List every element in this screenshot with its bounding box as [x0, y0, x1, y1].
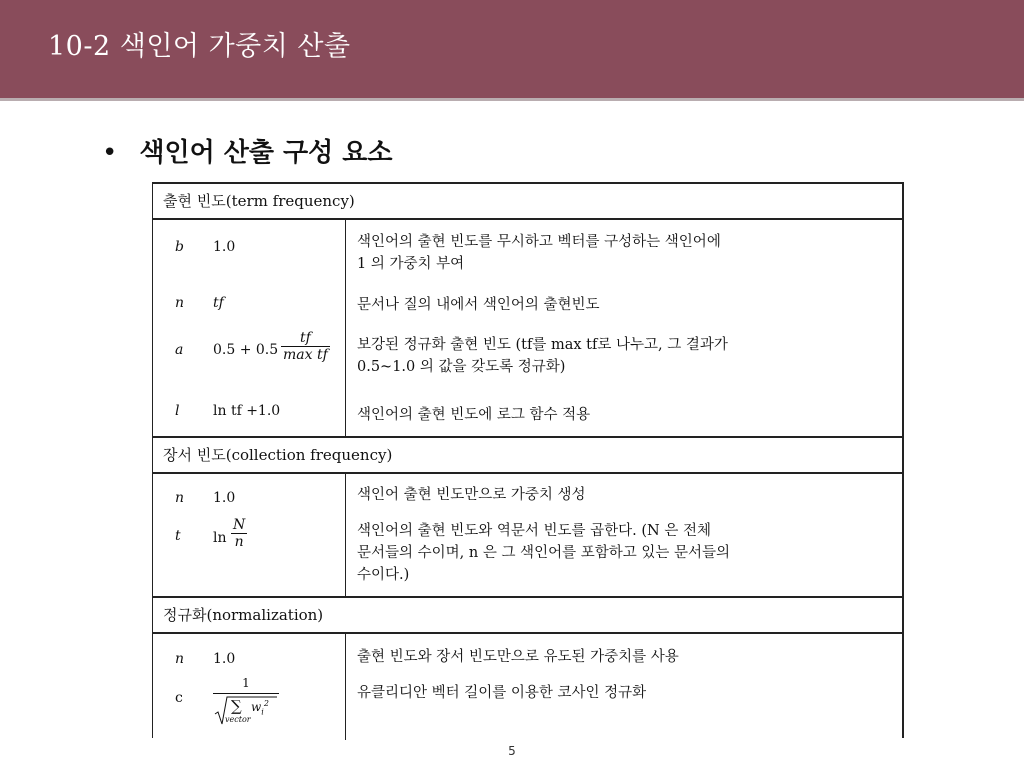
bullet-icon: •	[102, 138, 118, 168]
row-description	[357, 520, 877, 586]
description-line: 출현 빈도와 장서 빈도만으로 유도된 가중치를 사용	[357, 649, 679, 665]
fraction-denominator: max tf	[283, 347, 328, 363]
row-formula: tf	[213, 295, 224, 311]
bullet-text: 색인어 산출 구성 요소	[139, 138, 393, 168]
description-line: 수이다.)	[357, 567, 410, 583]
row-formula: ln tf +1.0	[213, 403, 281, 419]
description-line: 유클리디안 벡터 길이를 이용한 코사인 정규화	[357, 685, 647, 701]
sum-variable	[251, 699, 269, 716]
description-line: 색인어의 출현 빈도에 로그 함수 적용	[357, 407, 591, 423]
row-symbol: c	[175, 690, 183, 706]
row-formula: 1.0	[213, 490, 236, 506]
subscript-i: i	[261, 707, 264, 717]
row-description	[357, 646, 877, 668]
row-formula-prefix: 0.5 + 0.5	[213, 342, 279, 358]
description-line: 색인어의 출현 빈도를 무시하고 벡터를 구성하는 색인어에	[357, 234, 721, 250]
section-header-collection-frequency: 장서 빈도(collection frequency)	[153, 436, 903, 474]
slide-title: 10-2 색인어 가중치 산출	[48, 31, 351, 62]
sum-symbol: ∑	[231, 697, 242, 715]
description-line: 0.5~1.0 의 값을 갖도록 정규화)	[357, 359, 566, 375]
row-symbol: a	[175, 342, 184, 358]
description-line: 1 의 가중치 부여	[357, 256, 465, 272]
superscript-2: 2	[263, 699, 269, 708]
row-formula: 1.0	[213, 651, 236, 667]
sum-under: vector	[225, 715, 251, 724]
row-description	[357, 294, 877, 316]
row-description	[357, 682, 877, 704]
row-symbol: n	[175, 295, 185, 311]
column-divider	[345, 634, 346, 740]
page-number: 5	[508, 744, 516, 758]
row-symbol: t	[175, 528, 181, 544]
row-symbol: l	[175, 403, 180, 419]
description-line: 색인어 출현 빈도만으로 가중치 생성	[357, 487, 586, 503]
variable-w: w	[251, 700, 262, 714]
row-description	[357, 334, 877, 378]
row-description	[357, 231, 877, 275]
column-divider	[345, 474, 346, 596]
fraction-numerator: tf	[299, 330, 311, 346]
row-formula-prefix: ln	[213, 530, 227, 546]
row-symbol: n	[175, 490, 185, 506]
weighting-table	[152, 182, 904, 738]
description-line: 보강된 정규화 출현 빈도 (tf를 max tf로 나누고, 그 결과가	[357, 337, 728, 353]
formula-fraction	[231, 517, 247, 550]
formula-fraction	[281, 330, 330, 363]
row-description	[357, 484, 877, 506]
fraction-numerator: N	[233, 517, 246, 533]
cosine-formula	[213, 676, 279, 726]
section-header-term-frequency: 출현 빈도(term frequency)	[153, 184, 903, 220]
fraction-numerator: 1	[242, 676, 250, 690]
row-description	[357, 404, 877, 426]
bullet-heading	[102, 132, 393, 169]
description-line: 문서나 질의 내에서 색인어의 출현빈도	[357, 297, 600, 313]
title-bar	[0, 0, 1024, 101]
section-header-normalization: 정규화(normalization)	[153, 596, 903, 634]
fraction-denominator: n	[231, 533, 247, 550]
row-formula: 1.0	[213, 239, 236, 255]
row-symbol: b	[175, 239, 184, 255]
description-line: 색인어의 출현 빈도와 역문서 빈도를 곱한다. (N 은 전체	[357, 523, 711, 539]
row-symbol: n	[175, 651, 185, 667]
column-divider	[345, 220, 346, 436]
description-line: 문서들의 수이며, n 은 그 색인어를 포함하고 있는 문서들의	[357, 545, 730, 561]
